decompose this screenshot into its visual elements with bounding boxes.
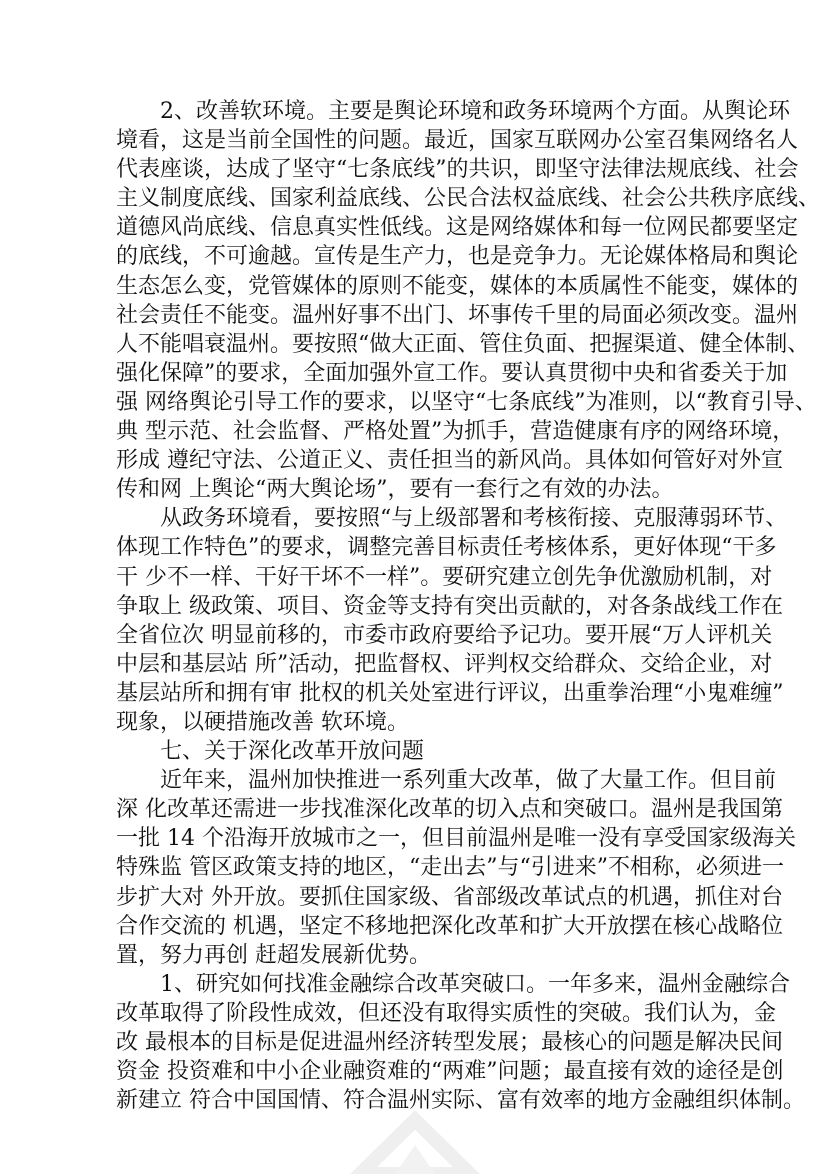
text-line: 强 网络舆论引导工作的要求，以坚守“七条底线”为准则，以“教育引导、 xyxy=(116,389,817,415)
paragraph xyxy=(116,766,796,970)
text-line: 强化保障”的要求，全面加强外宣工作。要认真贯彻中央和省委关于加 xyxy=(116,360,788,386)
text-line: 人不能唱衰温州。要按照“做大正面、管住负面、把握渠道、健全体制、 xyxy=(116,331,810,357)
paragraph xyxy=(116,97,821,504)
text-line: 置，努力再创 赶超发展新优势。 xyxy=(116,942,431,968)
text-line: 现象，以硬措施改善 软环境。 xyxy=(116,709,409,735)
text-line: 社会责任不能变。温州好事不出门、坏事传千里的局面必须改变。温州 xyxy=(116,302,799,328)
text-line: 中层和基层站 所”活动，把监督权、评判权交给群众、交给企业，对 xyxy=(116,651,773,677)
text-line: 1、研究如何找准金融综合改革突破口。一年多来，温州金融综合 xyxy=(160,971,790,997)
text-line: 近年来，温州加快推进一系列重大改革，做了大量工作。但目前 xyxy=(160,768,777,794)
text-line: 争取上 级政策、项目、资金等支持有突出贡献的，对各条战线工作在 xyxy=(116,593,783,619)
text-line: 特殊监 管区政策支持的地区，“走出去”与“引进来”不相称，必须进一 xyxy=(116,855,784,881)
text-line: 一批 14 个沿海开放城市之一，但目前温州是唯一没有享受国家级海关 xyxy=(116,826,796,852)
text-line: 主义制度底线、国家利益底线、公民合法权益底线、社会公共秩序底线、 xyxy=(116,186,821,212)
text-line: 改 最根本的目标是促进温州经济转型发展；最核心的问题是解决民间 xyxy=(116,1030,783,1055)
text-line: 代表座谈，达成了坚守“七条底线”的共识，即坚守法律法规底线、社会 xyxy=(116,157,799,183)
text-line: 合作交流的 机遇，坚定不移地把深化改革和扩大开放摆在核心战略位 xyxy=(116,913,783,939)
text-line: 形成 遵纪守法、公道正义、责任担当的新风尚。具体如何管好对外宣 xyxy=(116,448,783,474)
document-body xyxy=(116,97,821,1115)
paragraph xyxy=(116,504,788,737)
text-line: 全省位次 明显前移的，市委市政府要给予记功。要开展“万人评机关 xyxy=(116,622,773,648)
text-line: 干 少不一样、干好干坏不一样”。要研究建立创先争优激励机制，对 xyxy=(116,564,773,590)
text-line: 体现工作特色”的要求，调整完善目标责任考核体系，更好体现“干多 xyxy=(116,535,777,561)
section-heading xyxy=(116,737,742,766)
text-line: 资金 投资难和中小企业融资难的“两难”问题；最直接有效的途径是创 xyxy=(116,1059,784,1085)
text-line: 深 化改革还需进一步找准深化改革的切入点和突破口。温州是我国第 xyxy=(116,797,783,823)
text-line: 步扩大对 外开放。要抓住国家级、省部级改革试点的机遇，抓住对台 xyxy=(116,884,783,910)
paragraph xyxy=(116,970,805,1115)
text-line: 基层站所和拥有审 批权的机关处室进行评议，出重拳治理“小鬼难缠” xyxy=(116,680,784,706)
text-line: 道德风尚底线、信息真实性低线。这是网络媒体和每一位网民都要坚定 xyxy=(116,215,799,241)
text-line: 从政务环境看，要按照“与上级部署和考核衔接、克服薄弱环节、 xyxy=(160,506,788,532)
text-line: 典 型示范、社会监督、严格处置”为抓手，营造健康有序的网络环境， xyxy=(116,419,795,445)
text-line: 传和网 上舆论“两大舆论场”，要有一套行之有效的办法。 xyxy=(116,477,674,503)
text-line: 生态怎么变，党管媒体的原则不能变，媒体的本质属性不能变，媒体的 xyxy=(116,273,799,299)
text-line: 七、关于深化改革开放问题 xyxy=(160,739,425,765)
text-line: 2、改善软环境。主要是舆论环境和政务环境两个方面。从舆论环 xyxy=(160,99,790,124)
text-line: 改革取得了阶段性成效，但还没有取得实质性的突破。我们认为，金 xyxy=(116,1000,777,1026)
text-line: 新建立 符合中国国情、符合温州实际、富有效率的地方金融组织体制。 xyxy=(116,1088,805,1114)
text-line: 境看，这是当前全国性的问题。最近，国家互联网办公室召集网络名人 xyxy=(116,128,799,154)
text-line: 的底线，不可逾越。宣传是生产力，也是竞争力。无论媒体格局和舆论 xyxy=(116,244,799,270)
